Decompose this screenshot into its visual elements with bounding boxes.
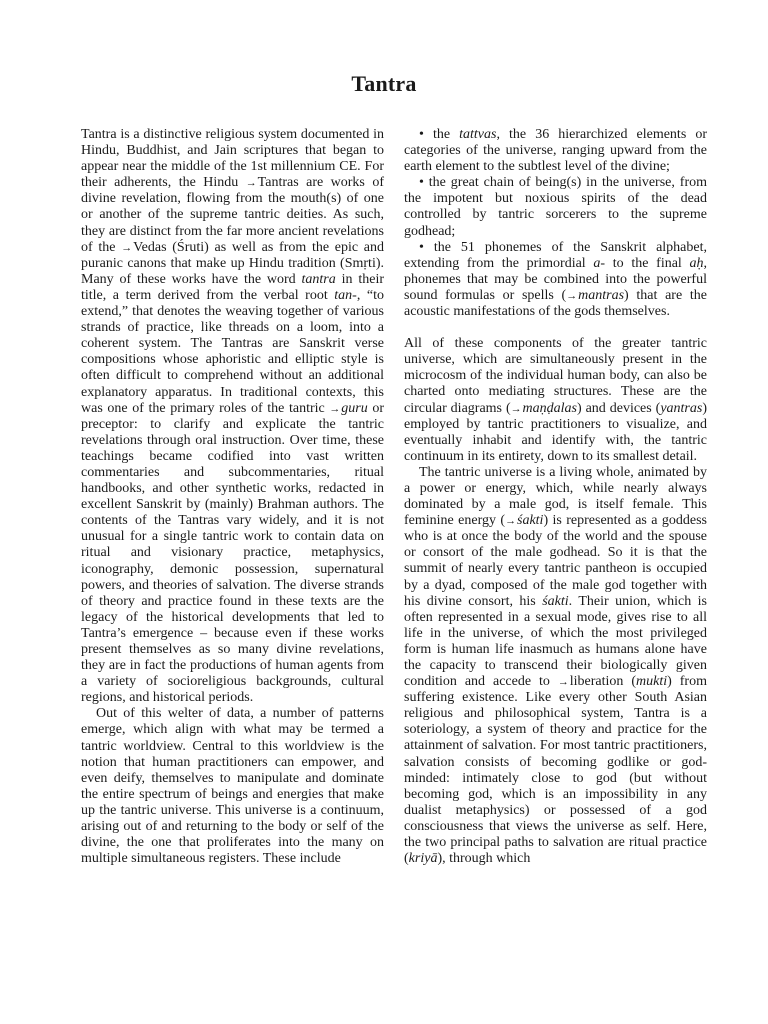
list-item: • the tattvas, the 36 hierarchized elements or categories of the universe, ranging upward from the earth element to the subtlest level of the divine;	[404, 127, 707, 175]
cross-reference-arrow-icon: →	[329, 402, 342, 415]
components-paragraph: All of these components of the greater tantric universe, which are simultaneously present in the microcosm of the individual human body, can also be charted onto mediating structures. These are the circular diagrams (→ maṇḍalas) and devices (yantras) employed by tantric practitioners to visualize, and eventually inhabit and identify with, the tantric continuum in its entirety, down to its smallest detail.	[404, 336, 707, 464]
cross-reference-arrow-icon: →	[505, 515, 517, 528]
page-title: Tantra	[351, 71, 417, 96]
cross-reference-arrow-icon: →	[121, 241, 134, 254]
cross-reference-arrow-icon: →	[510, 402, 523, 415]
list-item: • the great chain of being(s) in the universe, from the impotent but noxious spirits of the dead controlled by tantric sorcerers to the supreme godhead;	[404, 175, 707, 239]
living-whole-paragraph: The tantric universe is a living whole, animated by a power or energy, which, while nearly always dominated by a male god, is itself female. This feminine energy (→ śakti) is represented as a goddess who is at once the body of the world and the spouse or consort of the male godhead. So it is that the summit of nearly every tantric pantheon is occupied by a dyad, composed of the male god together with his divine consort, his śakti. Their union, which is often represented in a sexual mode, gives rise to all life in the universe, of which the most privileged form is human life inasmuch as humans alone have the capacity to transcend their biologically given condition and accede to → liberation (mukti) from suffering existence. Like every other South Asian religious and philosophical system, Tantra is a soteriology, a system of theory and practice for the attainment of salvation. For most tantric practitioners, salvation consists of becoming godlike or god-minded: intimately close to god (but without becoming god, which is an impossibility in any dualist metaphysics) or possessed of a god consciousness that views the universe as self. Here, the two principal paths to salvation are ritual practice (kriyā), through which	[404, 464, 707, 867]
left-column	[81, 127, 384, 867]
cross-reference-arrow-icon: →	[245, 177, 258, 190]
cross-reference-arrow-icon: →	[557, 676, 570, 689]
worldview-paragraph: Out of this welter of data, a number of patterns emerge, which align with what may be termed a tantric worldview. Central to this worldview is the notion that human practitioners can empower, and even deify, themselves to manipulate and dominate the entire spectrum of beings and energies that make up the tantric universe. This universe is a continuum, arising out of and returning to the body or self of the divine, the one that proliferates into the many on multiple simultaneous registers. These include	[81, 706, 384, 867]
intro-paragraph: Tantra is a distinctive religious system documented in Hindu, Buddhist, and Jain scriptures that began to appear near the middle of the 1st millennium CE. For their adherents, the Hindu → Tantras are works of divine revelation, flowing from the mouth(s) of one or another of the supreme tantric deities. As such, they are distinct from the far more ancient revelations of the → Vedas (Śruti) as well as from the epic and puranic canons that make up Hindu tradition (Smṛti). Many of these works have the word tantra in their title, a term derived from the verbal root tan-, “to extend,” that denotes the weaving together of various strands of practice, like threads on a loom, into a coherent system. The Tantras are Sanskrit verse compositions whose aphoristic and elliptic style is often difficult to comprehend without an additional explanatory apparatus. In traditional contexts, this was one of the primary roles of the tantric → guru or preceptor: to clarify and explicate the tantric revelations through oral instruction. Over time, these teachings became codified into vast written commentaries and subcommentaries, ritual handbooks, and other synthetic works, redacted in excellent Sanskrit by (mainly) Brahman authors. The contents of the Tantras vary widely, and it is not unusual for a single tantric work to contain data on ritual and visionary practice, metaphysics, iconography, demonic possession, supernatural powers, and theories of salvation. The diverse strands of theory and practice found in these texts are the legacy of the historical developments that led to Tantra’s emergence – because even if these works present themselves as so many divine revelations, they are in fact the productions of human agents from a variety of socioreligious backgrounds, cultural regions, and historical periods.	[81, 127, 385, 706]
right-column	[404, 127, 707, 867]
list-item: • the 51 phonemes of the Sanskrit alphabet, extending from the primordial a- to the final aḥ, phonemes that may be combined into the powerful sound formulas or spells (→ mantras) that are the acoustic manifestations of the gods themselves.	[404, 239, 707, 320]
cross-reference-arrow-icon: →	[566, 289, 579, 302]
paragraph-spacer	[404, 320, 707, 336]
